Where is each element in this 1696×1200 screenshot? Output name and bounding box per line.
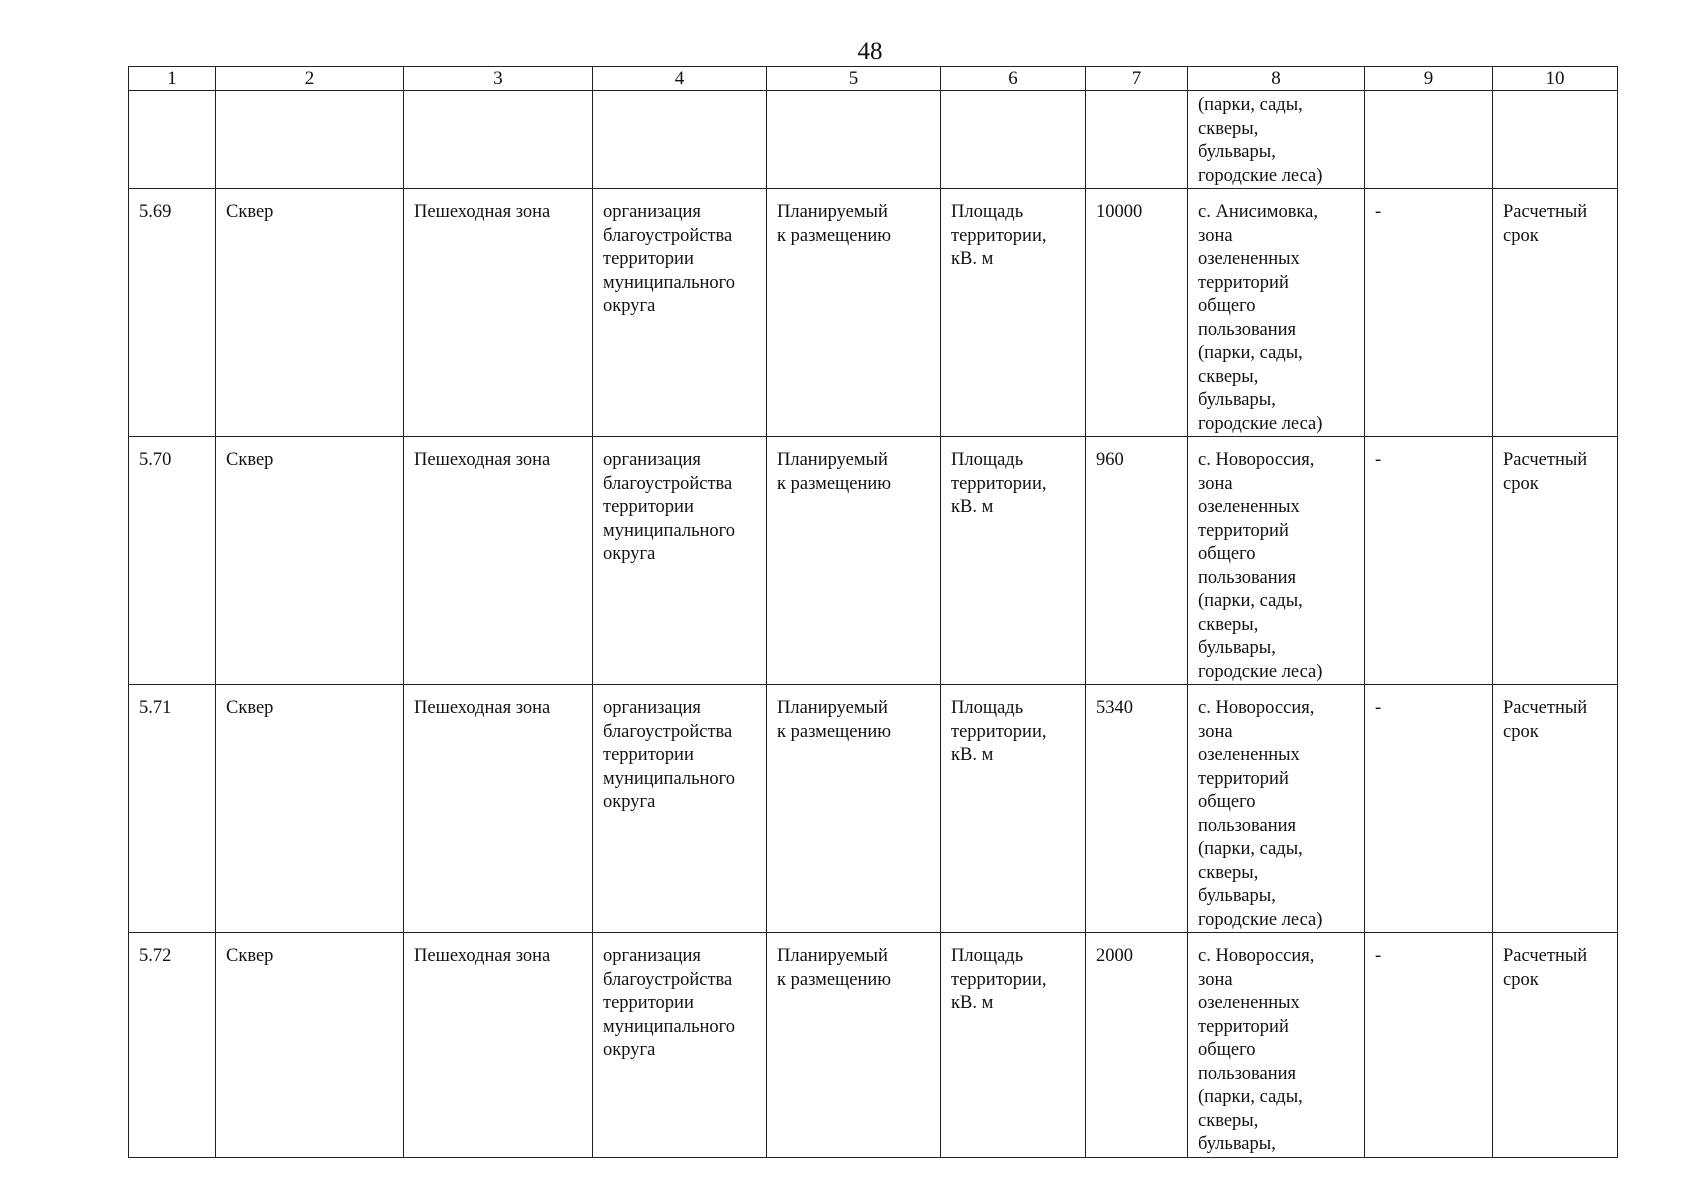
row-number-cell: 5.70 [129, 437, 216, 685]
purpose-cell: организация благоустройства территории муниципального округа [593, 189, 767, 437]
value-cell: 10000 [1086, 189, 1188, 437]
table-cell [941, 91, 1086, 189]
object-type-cell: Пешеходная зона [404, 437, 593, 685]
value-cell: 5340 [1086, 685, 1188, 933]
value-cell: 960 [1086, 437, 1188, 685]
data-table [128, 66, 1618, 1158]
table-cell [767, 91, 941, 189]
column-number-row [129, 67, 1618, 91]
value-cell: 2000 [1086, 933, 1188, 1158]
location-cell: с. Новороссия, зона озелененных территорий общего пользования (парки, сады, скверы, бульвары, [1188, 933, 1365, 1158]
column-number: 3 [404, 67, 593, 91]
table-row [129, 685, 1618, 933]
column-number: 6 [941, 67, 1086, 91]
location-cell: с. Новороссия, зона озелененных территорий общего пользования (парки, сады, скверы, бульвары, городские леса) [1188, 437, 1365, 685]
location-cell: с. Анисимовка, зона озелененных территорий общего пользования (парки, сады, скверы, бульвары, городские леса) [1188, 189, 1365, 437]
table-cell [404, 91, 593, 189]
object-type-cell: Пешеходная зона [404, 685, 593, 933]
location-cell: с. Новороссия, зона озелененных территорий общего пользования (парки, сады, скверы, бульвары, городские леса) [1188, 685, 1365, 933]
table-cell [1365, 91, 1493, 189]
column-number: 10 [1493, 67, 1618, 91]
table-cell [1086, 91, 1188, 189]
table-cell [216, 91, 404, 189]
page-number: 48 [857, 38, 883, 65]
table-cell [129, 91, 216, 189]
term-cell: Расчетный срок [1493, 189, 1618, 437]
object-type-cell: Пешеходная зона [404, 189, 593, 437]
object-name-cell: Сквер [216, 933, 404, 1158]
purpose-cell: организация благоустройства территории муниципального округа [593, 437, 767, 685]
table-row-continued [129, 91, 1618, 189]
table-row [129, 933, 1618, 1158]
location-cell: (парки, сады, скверы, бульвары, городские леса) [1188, 91, 1365, 189]
column-number: 9 [1365, 67, 1493, 91]
column-number: 8 [1188, 67, 1365, 91]
row-number-cell: 5.72 [129, 933, 216, 1158]
column-number: 7 [1086, 67, 1188, 91]
status-cell: Планируемый к размещению [767, 437, 941, 685]
column-9-cell: - [1365, 933, 1493, 1158]
status-cell: Планируемый к размещению [767, 685, 941, 933]
row-number-cell: 5.69 [129, 189, 216, 437]
purpose-cell: организация благоустройства территории муниципального округа [593, 933, 767, 1158]
measure-cell: Площадь территории, кВ. м [941, 437, 1086, 685]
measure-cell: Площадь территории, кВ. м [941, 933, 1086, 1158]
term-cell: Расчетный срок [1493, 685, 1618, 933]
term-cell: Расчетный срок [1493, 933, 1618, 1158]
object-name-cell: Сквер [216, 685, 404, 933]
object-name-cell: Сквер [216, 189, 404, 437]
object-name-cell: Сквер [216, 437, 404, 685]
column-number: 2 [216, 67, 404, 91]
table-row [129, 189, 1618, 437]
column-9-cell: - [1365, 685, 1493, 933]
column-number: 5 [767, 67, 941, 91]
object-type-cell: Пешеходная зона [404, 933, 593, 1158]
status-cell: Планируемый к размещению [767, 933, 941, 1158]
row-number-cell: 5.71 [129, 685, 216, 933]
measure-cell: Площадь территории, кВ. м [941, 685, 1086, 933]
term-cell: Расчетный срок [1493, 437, 1618, 685]
measure-cell: Площадь территории, кВ. м [941, 189, 1086, 437]
table-cell [1493, 91, 1618, 189]
table-cell [593, 91, 767, 189]
purpose-cell: организация благоустройства территории муниципального округа [593, 685, 767, 933]
status-cell: Планируемый к размещению [767, 189, 941, 437]
column-9-cell: - [1365, 189, 1493, 437]
column-number: 4 [593, 67, 767, 91]
column-number: 1 [129, 67, 216, 91]
table-row [129, 437, 1618, 685]
column-9-cell: - [1365, 437, 1493, 685]
